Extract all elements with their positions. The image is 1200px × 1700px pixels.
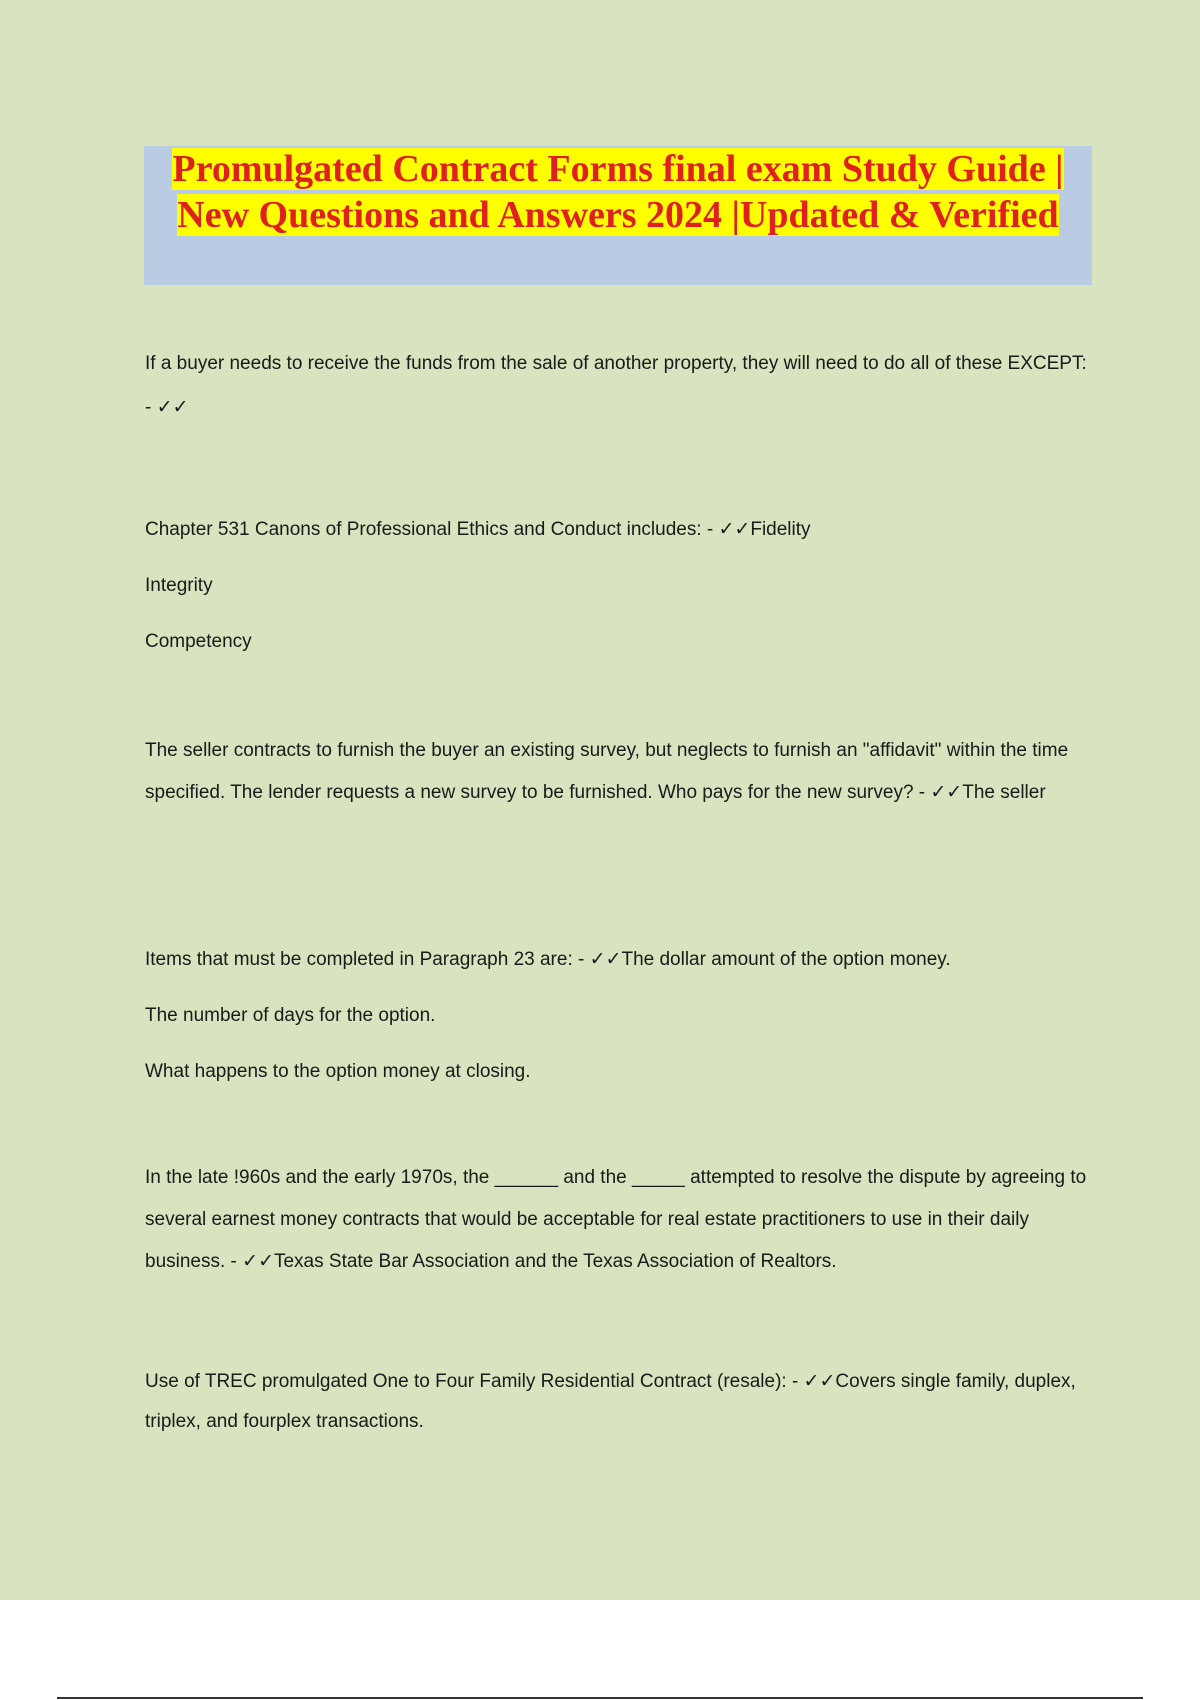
qa-answer-line: Integrity xyxy=(145,575,213,596)
title-highlight: Promulgated Contract Forms final exam Study Guide | New Questions and Answers 2024 |Updated & Verified xyxy=(172,148,1064,236)
page-title xyxy=(144,146,1092,238)
qa-question: The seller contracts to furnish the buyer an existing survey, but neglects to furnish an "affidavit" within the time specified. The lender requests a new survey to be furnished. Who pays for the new survey? - ✓✓The seller xyxy=(145,740,1069,803)
qa-answer-line: The number of days for the option. xyxy=(145,1005,436,1026)
qa-question: Items that must be completed in Paragraph 23 are: - ✓✓The dollar amount of the option money. xyxy=(145,949,951,970)
qa-item xyxy=(145,932,1090,1100)
qa-item xyxy=(145,1157,1090,1283)
qa-item xyxy=(145,730,1090,814)
qa-question: In the late !960s and the early 1970s, the ______ and the _____ attempted to resolve the dispute by agreeing to several earnest money contracts that would be acceptable for real estate practitioners to use in their daily business. - ✓✓Texas State Bar Association and the Texas Association of Realtors. xyxy=(145,1167,1087,1272)
qa-answer-line: Competency xyxy=(145,631,252,652)
title-banner xyxy=(144,146,1092,285)
qa-item xyxy=(145,502,1090,670)
qa-question: If a buyer needs to receive the funds from the sale of another property, they will need to do all of these EXCEPT: - ✓✓ xyxy=(145,353,1087,418)
qa-question: Chapter 531 Canons of Professional Ethics and Conduct includes: - ✓✓Fidelity xyxy=(145,519,811,540)
footer-divider xyxy=(57,1697,1143,1699)
qa-item xyxy=(145,1362,1090,1442)
qa-answer-line: What happens to the option money at closing. xyxy=(145,1061,531,1082)
qa-item xyxy=(145,342,1090,430)
qa-question: Use of TREC promulgated One to Four Family Residential Contract (resale): - ✓✓Covers single family, duplex, triplex, and fourplex transactions. xyxy=(145,1371,1076,1432)
